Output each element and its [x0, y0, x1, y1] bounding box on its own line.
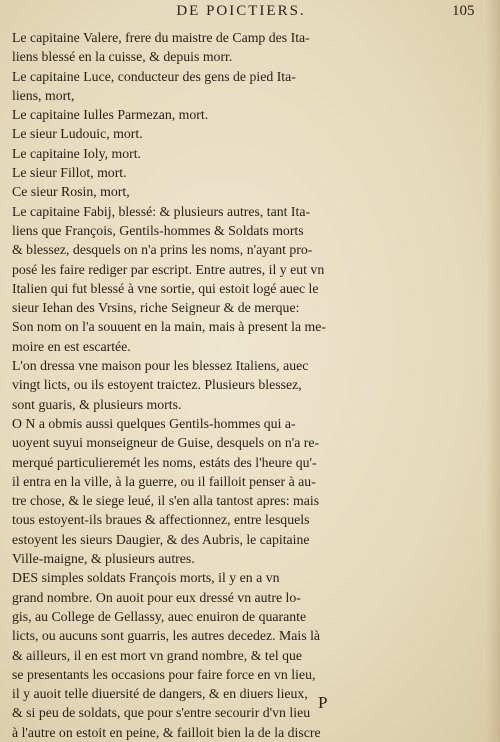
text-line: merqué particulieremét les noms, estáts des l'heure qu'-	[12, 454, 317, 470]
text-line: DES simples soldats François morts, il y en a vn	[12, 570, 280, 586]
text-line: Ville-maigne, & plusieurs autres.	[12, 551, 195, 567]
text-line: se presentants les occasions pour faire force en vn lieu,	[12, 666, 316, 682]
text-line: L'on dressa vne maison pour les blessez Italiens, auec	[12, 358, 309, 374]
text-line: Le capitaine Iulles Parmezan, mort.	[12, 107, 209, 123]
text-line: Ce sieur Rosin, mort,	[12, 184, 130, 200]
text-line: Le sieur Ludouic, mort.	[12, 126, 143, 142]
text-line: grand nombre. On auoit pour eux dressé vn autre lo-	[12, 589, 301, 605]
text-line: tous estoyent-ils braues & affectionnez, entre lesquels	[12, 512, 310, 528]
text-line: Italien qui fut blessé à vne sortie, qui estoit logé auec le	[12, 280, 319, 296]
text-line: liens que François, Gentils-hommes & Soldats morts	[12, 222, 304, 238]
text-line: uoyent suyui monseigneur de Guise, desquels on n'a re-	[12, 435, 320, 451]
text-line: il entra en la ville, à la guerre, ou il failloit penser à au-	[12, 473, 316, 489]
text-line: O N a obmis aussi quelques Gentils-hommes qui a-	[12, 415, 296, 431]
text-line: Le capitaine Valere, frere du maistre de Camp des Ita-	[12, 30, 310, 45]
body-text	[12, 28, 490, 742]
signature-mark: P	[318, 693, 328, 712]
text-line: licts, ou aucuns sont guarris, les autres decedez. Mais là	[12, 628, 321, 644]
text-line: moire en est escartée.	[12, 338, 131, 354]
text-line: Le capitaine Ioly, mort.	[12, 145, 141, 161]
text-line: vingt licts, ou ils estoyent traictez. Plusieurs blessez,	[12, 377, 302, 393]
text-line: tre chose, & le siege leué, il s'en alla tantost apres: mais	[12, 493, 320, 509]
text-line: liens, mort,	[12, 87, 75, 103]
text-line: sont guaris, & plusieurs morts.	[12, 396, 182, 412]
text-line: estoyent les sieurs Daugier, & des Aubris, le capitaine	[12, 531, 310, 547]
text-line: gis, au College de Gellassy, auec enuiron de quarante	[12, 608, 307, 624]
text-line: liens blessé en la cuisse, & depuis morr.	[12, 49, 233, 65]
text-line: & ailleurs, il en est mort vn grand nombre, & tel que	[12, 647, 303, 663]
text-line: & si peu de soldats, que pour s'entre secourir d'vn lieu	[12, 705, 311, 721]
text-line: & blessez, desquels on n'a prins les noms, n'ayant pro-	[12, 242, 313, 258]
page-number: 105	[452, 3, 475, 19]
running-title: DE POICTIERS.	[176, 3, 306, 19]
text-line: posé les faire rediger par escript. Entre autres, il y eut vn	[12, 261, 325, 277]
text-line: sieur Iehan des Vrsins, riche Seigneur & de merque:	[12, 300, 300, 316]
text-line: il y auoit telle diuersité de dangers, & en diuers lieux,	[12, 686, 308, 702]
text-line: à l'autre on estoit en peine, & failloit bien la de la discre	[12, 724, 321, 740]
text-line: Son nom on l'a souuent en la main, mais à present la me-	[12, 319, 326, 335]
text-line: Le sieur Fillot, mort.	[12, 165, 127, 181]
text-line: Le capitaine Luce, conducteur des gens de pied Ita-	[12, 68, 296, 84]
text-line: Le capitaine Fabij, blessé: & plusieurs autres, tant Ita-	[12, 203, 311, 219]
